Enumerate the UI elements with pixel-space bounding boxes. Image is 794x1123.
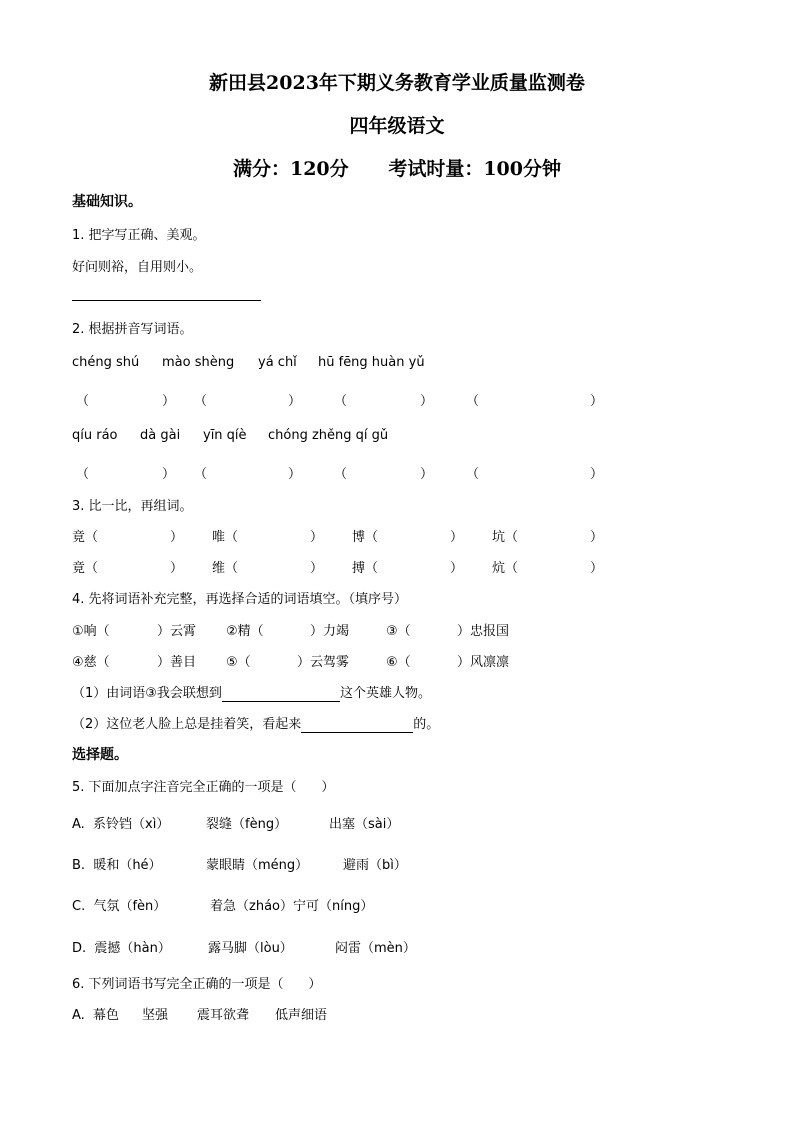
q5-optB-1: B. 暖和（hé） (72, 858, 162, 873)
q4-r1-a3: ③（ (386, 624, 411, 639)
q4-sub1-prefix: （1）由词语③我会联想到 (72, 686, 222, 701)
q4-stem: 4. 先将词语补充完整，再选择合适的词语填空。（填序号） (72, 592, 408, 607)
q2-r1-rp3: ） (420, 394, 434, 409)
q2-r1-lp2: （ (194, 394, 208, 409)
q4-r1-b3: ）忠报国 (457, 624, 510, 639)
q2-stem: 2. 根据拼音写词语。 (72, 322, 193, 337)
q3-r2-c3-rp: ） (450, 561, 464, 576)
q2-pinyin-3: yá chǐ (258, 355, 297, 370)
q2-r2-lp1: （ (76, 467, 90, 482)
q4-sub1-blank (222, 686, 340, 702)
q3-r1-c4: 坑（ (492, 530, 519, 545)
q4-sub2-prefix: （2）这位老人脸上总是挂着笑，看起来 (72, 717, 302, 732)
q3-r1-c3-rp: ） (450, 530, 464, 545)
q2-r2-lp2: （ (194, 467, 208, 482)
q2-pinyin-6: dà gài (140, 428, 181, 443)
q3-stem: 3. 比一比，再组词。 (72, 499, 193, 514)
q2-pinyin-8: chóng zhěng qí gǔ (268, 428, 389, 443)
q2-r2-rp1: ） (162, 467, 176, 482)
q2-r1-lp4: （ (466, 394, 480, 409)
q5-optD-3: 闷雷（mèn） (335, 941, 416, 956)
q4-r2-a3: ⑥（ (386, 655, 411, 670)
q5-optA-1: A. 系铃铛（xì） (72, 817, 170, 832)
q2-pinyin-5: qíu ráo (72, 428, 118, 443)
q4-r1-a2: ②精（ (226, 624, 264, 639)
q2-r1-lp3: （ (334, 394, 348, 409)
exam-subtitle: 四年级语文 (349, 115, 445, 137)
q4-r2-a1: ④慈（ (72, 655, 110, 670)
q3-r2-c1-rp: ） (170, 561, 184, 576)
q4-sub2-suffix: 的。 (413, 717, 440, 732)
q2-r1-rp1: ） (162, 394, 176, 409)
exam-scoreline: 满分：120分 考试时量：100分钟 (232, 158, 561, 180)
q3-r1-c1: 竟（ (72, 530, 99, 545)
q2-pinyin-1: chéng shú (72, 355, 140, 370)
q1-writing-line (72, 300, 261, 301)
q5-optD-1: D. 震撼（hàn） (72, 941, 171, 956)
q3-r1-c2: 唯（ (212, 530, 239, 545)
q5-optA-3: 出塞（sài） (329, 817, 400, 832)
q2-r2-lp3: （ (334, 467, 348, 482)
q3-r1-c2-rp: ） (310, 530, 324, 545)
q5-optC-2: 着急（zháo）宁可（níng） (210, 899, 374, 914)
q6-optA-1: A. 幕色 (72, 1008, 120, 1023)
q4-r2-b1: ）善目 (157, 655, 197, 670)
q2-r1-rp4: ） (590, 394, 604, 409)
q3-r2-c3: 搏（ (352, 561, 379, 576)
section-basic-heading: 基础知识。 (72, 194, 142, 210)
q4-r1-a1: ①响（ (72, 624, 110, 639)
q3-r1-c4-rp: ） (590, 530, 604, 545)
q5-optA-2: 裂缝（fèng） (206, 817, 288, 832)
q5-optB-2: 蒙眼睛（méng） (206, 858, 309, 873)
q4-r1-b1: ）云霄 (157, 624, 197, 639)
q3-r2-c4-rp: ） (590, 561, 604, 576)
q4-sub1-suffix: 这个英雄人物。 (339, 686, 431, 701)
q2-r2-rp4: ） (590, 467, 604, 482)
q6-stem: 6. 下列词语书写完全正确的一项是（ ） (72, 977, 322, 992)
q2-pinyin-4: hū fēng huàn yǔ (318, 355, 425, 370)
q2-r2-lp4: （ (466, 467, 480, 482)
exam-title: 新田县2023年下期义务教育学业质量监测卷 (209, 72, 585, 94)
q3-r2-c2-rp: ） (310, 561, 324, 576)
q4-sub1 (72, 682, 431, 702)
q2-r1-rp2: ） (288, 394, 302, 409)
q5-optC-1: C. 气氛（fèn） (72, 899, 167, 914)
q3-r2-c1: 竟（ (72, 561, 99, 576)
q4-r1-b2: ）力竭 (310, 624, 350, 639)
q2-r1-lp1: （ (76, 394, 90, 409)
q2-r2-rp2: ） (288, 467, 302, 482)
q4-r2-a2: ⑤（ (226, 655, 251, 670)
q4-r2-b2: ）云驾雾 (297, 655, 350, 670)
q6-optA-4: 低声细语 (275, 1008, 328, 1023)
q4-sub2 (72, 713, 439, 733)
q1-stem: 1. 把字写正确、美观。 (72, 228, 206, 243)
q3-r1-c1-rp: ） (170, 530, 184, 545)
q3-r2-c4: 炕（ (492, 561, 519, 576)
q4-r2-b3: ）风凛凛 (457, 655, 510, 670)
q6-optA-2: 坚强 (142, 1008, 169, 1023)
q3-r1-c3: 博（ (352, 530, 379, 545)
q1-text: 好问则裕，自用则小。 (72, 260, 203, 275)
q4-sub2-blank (301, 717, 413, 733)
q5-optB-3: 避雨（bì） (343, 858, 407, 873)
q6-optA-3: 震耳欲聋 (197, 1008, 250, 1023)
q2-pinyin-2: mào shèng (162, 355, 235, 370)
q2-pinyin-7: yīn qíè (203, 428, 247, 443)
q2-r2-rp3: ） (420, 467, 434, 482)
q5-optD-2: 露马脚（lòu） (208, 941, 293, 956)
q3-r2-c2: 维（ (212, 561, 239, 576)
section-choice-heading: 选择题。 (72, 747, 128, 763)
q5-stem: 5. 下面加点字注音完全正确的一项是（ ） (72, 780, 335, 795)
